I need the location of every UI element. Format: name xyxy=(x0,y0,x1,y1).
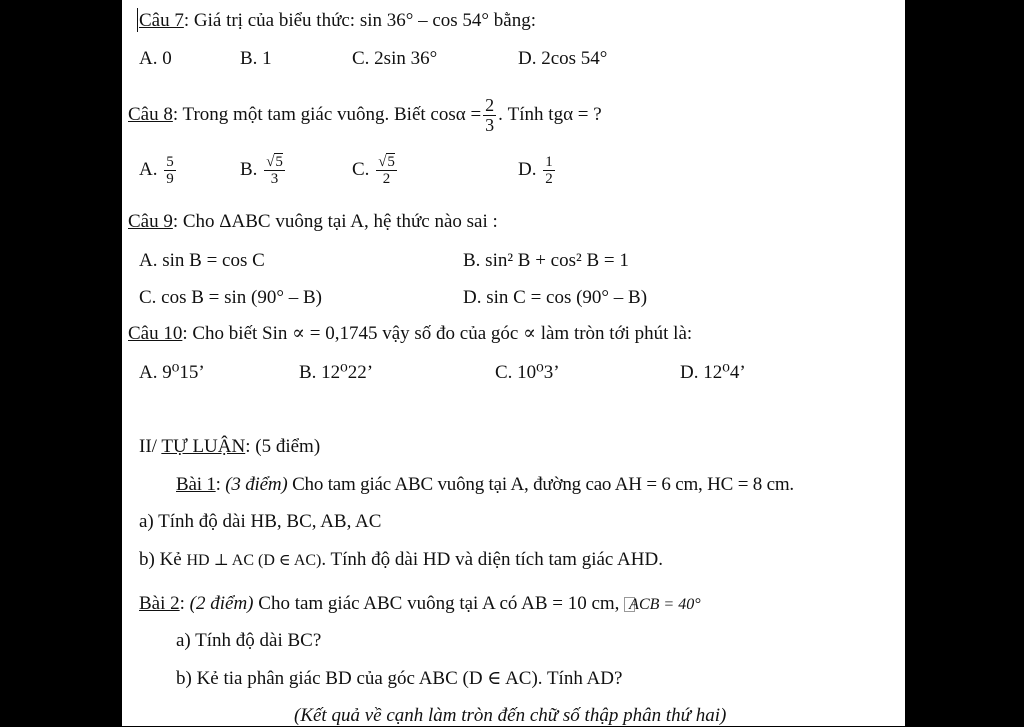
exercise-2-label: Bài 2 xyxy=(139,593,180,614)
section-title: TỰ LUẬN xyxy=(161,436,246,457)
question-7-label: Câu 7 xyxy=(139,10,184,31)
q9-option-b: B. sin² B + cos² B = 1 xyxy=(463,250,629,271)
q10-option-b: B. 12⁰22’ xyxy=(299,362,374,383)
exercise-1-points: (3 điểm) xyxy=(225,474,288,495)
q10-option-c: C. 10⁰3’ xyxy=(495,362,560,383)
question-10-label: Câu 10 xyxy=(128,323,183,344)
text-cursor xyxy=(137,8,138,32)
exercise-2-text: Cho tam giác ABC vuông tại A có AB = 10 cm, xyxy=(253,593,625,614)
exercise-1-text: Cho tam giác ABC vuông tại A, đường cao AH = 6 cm, HC = 8 cm. xyxy=(287,474,794,495)
q8-d-fraction: $\frac{1}{2}$ xyxy=(545,154,553,188)
exercise-2: Bài 2: (2 điểm) Cho tam giác ABC vuông tại A có AB = 10 cm, ACB = 40° xyxy=(139,593,701,614)
question-7 xyxy=(139,10,536,32)
question-8-text: : Trong một tam giác vuông. Biết cosα = xyxy=(172,103,482,125)
q8-fraction: $\frac{2}{3}$ xyxy=(485,95,495,135)
question-8 xyxy=(128,96,602,135)
exercise-2-part-b: b) Kẻ tia phân giác BD của góc ABC (D ∈ AC). Tính AD? xyxy=(176,668,623,689)
q8-option-d: D. $\frac{1}{2}$ xyxy=(518,154,553,188)
exercise-2-points: (2 điểm) xyxy=(189,593,254,614)
q9-option-c: C. cos B = sin (90° – B) xyxy=(139,287,322,308)
sqrt-icon: √ xyxy=(266,154,275,171)
exercise-2-angle: ACB = 40° xyxy=(629,596,701,613)
question-10-text: : Cho biết Sin ∝ = 0,1745 vậy số đo của góc ∝ làm tròn tới phút là: xyxy=(182,323,693,344)
question-10 xyxy=(128,323,692,345)
q8-b-fraction: $\frac{√5}{3}$ xyxy=(266,154,283,188)
question-9-label: Câu 9 xyxy=(128,211,173,232)
q7-option-b: B. 1 xyxy=(240,48,272,69)
exercise-1-part-b: b) Kẻ HD ⊥ AC (D ∈ AC). Tính độ dài HD và diện tích tam giác AHD. xyxy=(139,549,663,570)
exercise-1: Bài 1: (3 điểm) Cho tam giác ABC vuông tại A, đường cao AH = 6 cm, HC = 8 cm. xyxy=(176,474,794,495)
question-8-label: Câu 8 xyxy=(128,103,173,125)
q8-option-c: C. $\frac{√5}{2}$ xyxy=(352,154,395,188)
rounding-note: (Kết quả về cạnh làm tròn đến chữ số thập phân thứ hai) xyxy=(294,705,727,726)
exercise-1-label: Bài 1 xyxy=(176,474,216,495)
q7-option-a: A. 0 xyxy=(139,48,172,69)
q10-option-d: D. 12⁰4’ xyxy=(680,362,746,383)
q10-option-a: A. 9⁰15’ xyxy=(139,362,205,383)
q8-c-fraction: $\frac{√5}{2}$ xyxy=(378,154,395,188)
exercise-2-part-a: a) Tính độ dài BC? xyxy=(176,630,322,651)
q8-a-fraction: $\frac{5}{9}$ xyxy=(166,154,174,188)
q9-option-a: A. sin B = cos C xyxy=(139,250,265,271)
question-8-text-2: . Tính tgα = ? xyxy=(498,103,602,125)
q9-option-d: D. sin C = cos (90° – B) xyxy=(463,287,648,308)
exercise-1-part-a: a) Tính độ dài HB, BC, AB, AC xyxy=(139,511,382,532)
question-7-text: : Giá trị của biểu thức: sin 36° – cos 54° bằng: xyxy=(183,10,536,31)
question-9-text: : Cho ΔABC vuông tại A, hệ thức nào sai : xyxy=(172,211,498,232)
sqrt-icon: √ xyxy=(378,154,387,171)
q7-option-d: D. 2cos 54° xyxy=(518,48,608,69)
q7-option-c: C. 2sin 36° xyxy=(352,48,438,69)
question-9 xyxy=(128,211,498,233)
q8-option-a: A. $\frac{5}{9}$ xyxy=(139,154,174,188)
exercise-1-formula: HD ⊥ AC (D ∈ AC) xyxy=(186,552,322,569)
section-heading: II/ TỰ LUẬN: (5 điểm) xyxy=(139,436,321,457)
q8-option-b: B. $\frac{√5}{3}$ xyxy=(240,154,283,188)
